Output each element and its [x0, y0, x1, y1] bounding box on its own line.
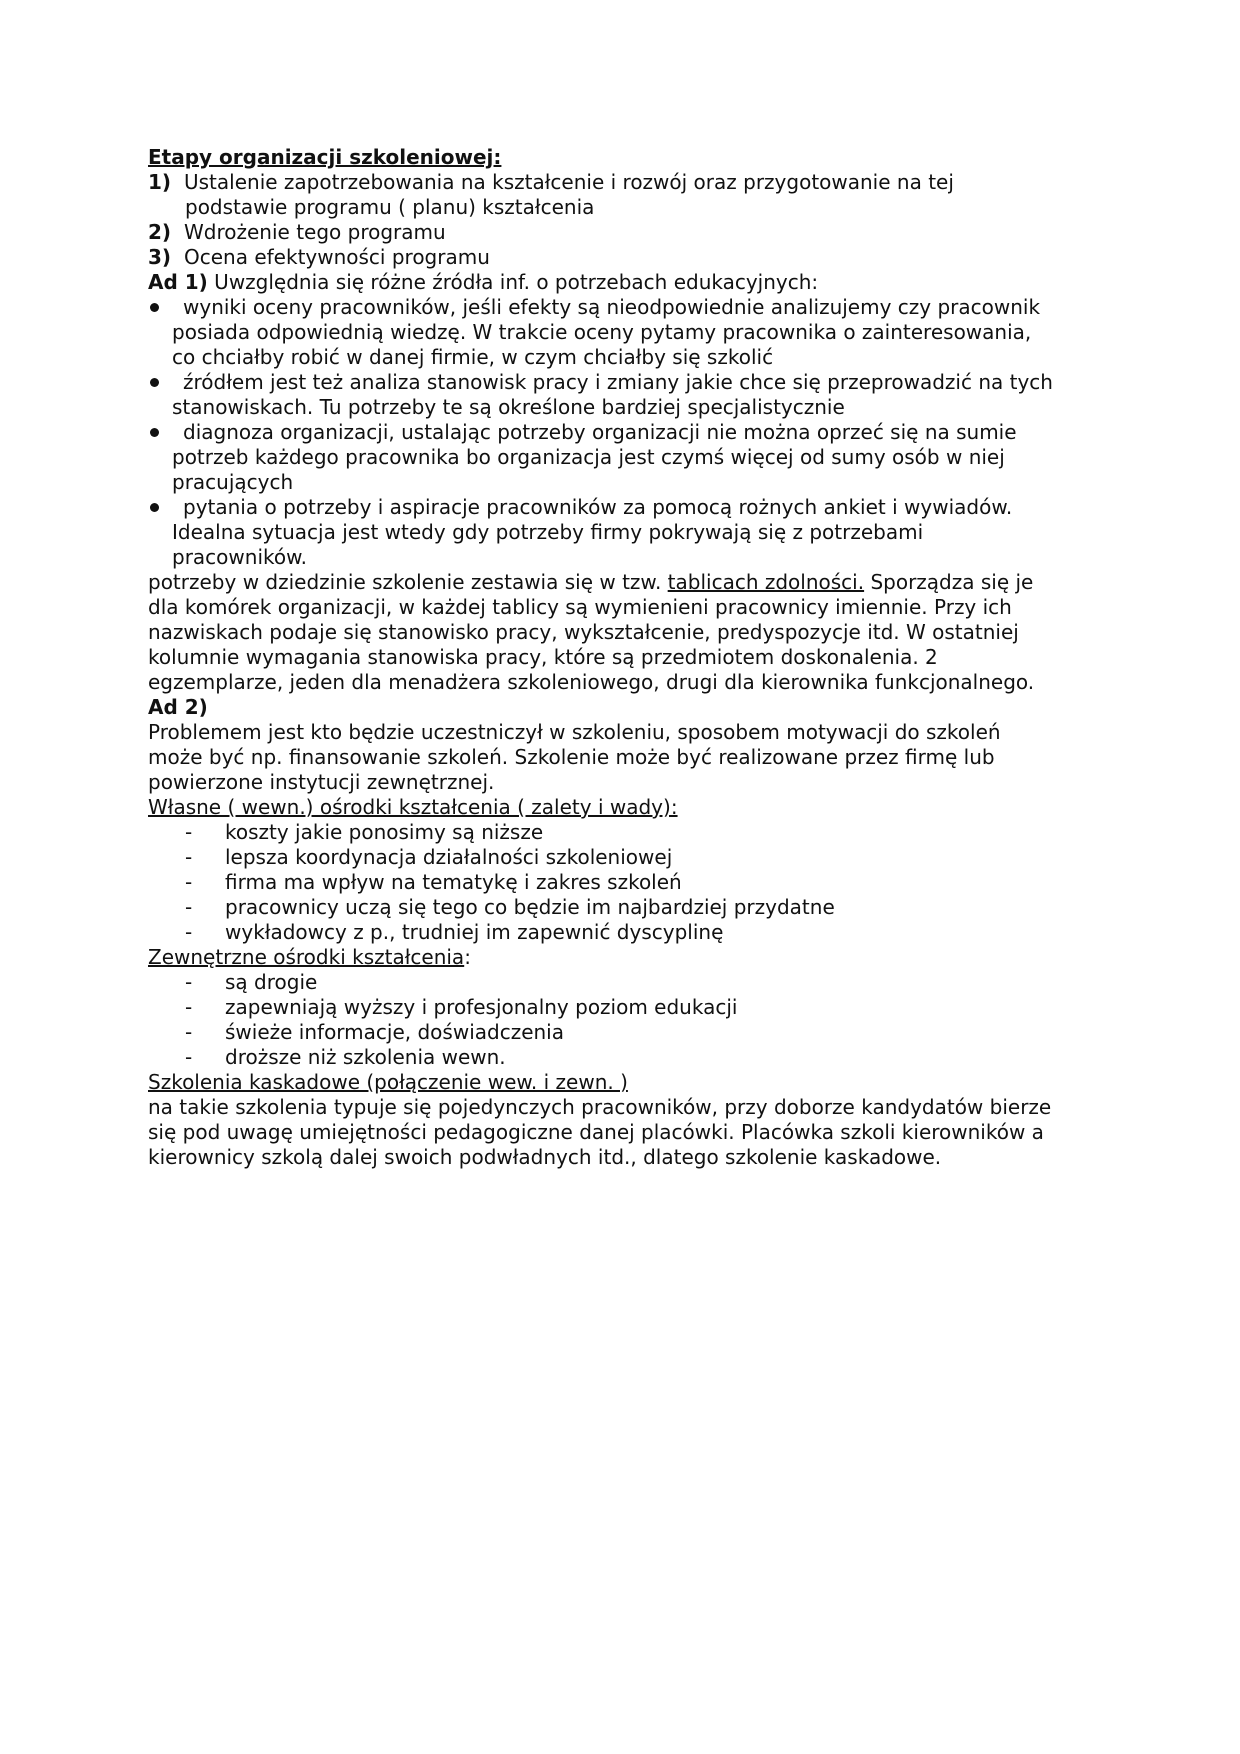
paragraph-line: się pod uwagę umiejętności pedagogiczne danej placówki. Placówka szkoli kierowników a	[148, 1120, 1044, 1144]
heading-suffix: :	[464, 945, 471, 969]
dash-marker: -	[185, 970, 193, 994]
paragraph-line: na takie szkolenia typuje się pojedynczych pracowników, przy doborze kandydatów bierze	[148, 1095, 1052, 1119]
paragraph-line: egzemplarze, jeden dla menadżera szkoleniowego, drugi dla kierownika funkcjonalnego.	[148, 670, 1035, 694]
list-item	[148, 920, 1108, 945]
step-number: 1)	[148, 170, 172, 194]
list-item	[148, 870, 1108, 895]
step-item	[148, 220, 1108, 245]
paragraph-line: nazwiskach podaje się stanowisko pracy, wykształcenie, predyspozycje itd. W ostatniej	[148, 620, 1019, 644]
document-content	[148, 145, 1108, 1170]
bullet-item	[148, 420, 1108, 445]
dash-marker: -	[185, 845, 193, 869]
dash-marker: -	[185, 1045, 193, 1069]
dash-marker: -	[185, 895, 193, 919]
list-item	[148, 970, 1108, 995]
list-item-text: zapewniają wyższy i profesjonalny poziom edukacji	[225, 995, 738, 1019]
steps-list	[148, 170, 1108, 270]
paragraph-line: kierownicy szkolą dalej swoich podwładnych itd., dlatego szkolenie kaskadowe.	[148, 1145, 942, 1169]
bullet-text-continued: pracujących	[172, 470, 294, 494]
paragraph-line: dla komórek organizacji, w każdej tablicy są wymienieni pracownicy imiennie. Przy ich	[148, 595, 1012, 619]
bullet-icon	[148, 295, 183, 320]
dash-marker: -	[185, 870, 193, 894]
step-text: Ustalenie zapotrzebowania na kształcenie i rozwój oraz przygotowanie na tej	[184, 170, 954, 194]
paragraph-line	[148, 570, 1108, 595]
bullet-icon	[148, 420, 183, 445]
list-item-text: firma ma wpływ na tematykę i zakres szkoleń	[225, 870, 682, 894]
paragraph-line: może być np. finansowanie szkoleń. Szkolenie może być realizowane przez firmę lub	[148, 745, 995, 769]
paragraph-text: potrzeby w dziedzinie szkolenie zestawia się w tzw.	[148, 570, 668, 594]
bullet-item	[148, 295, 1108, 320]
external-centers-list	[148, 970, 1108, 1070]
list-item	[148, 845, 1108, 870]
own-centers-heading: Własne ( wewn.) ośrodki kształcenia ( zalety i wady):	[148, 795, 678, 819]
step-item	[148, 170, 1108, 195]
list-item-text: pracownicy uczą się tego co będzie im najbardziej przydatne	[225, 895, 835, 919]
paragraph-text: Sporządza się je	[864, 570, 1034, 594]
bullet-text-continued: Idealna sytuacja jest wtedy gdy potrzeby firmy pokrywają się z potrzebami	[172, 520, 924, 544]
list-item	[148, 820, 1108, 845]
ad1-intro	[148, 270, 1108, 295]
step-text-continued: podstawie programu ( planu) kształcenia	[185, 195, 595, 219]
own-centers-list	[148, 820, 1108, 945]
list-item	[148, 995, 1108, 1020]
cascade-heading: Szkolenia kaskadowe (połączenie wew. i zewn. )	[148, 1070, 628, 1094]
list-item-text: droższe niż szkolenia wewn.	[225, 1045, 506, 1069]
capability-tables-term: tablicach zdolności.	[667, 570, 865, 594]
dash-marker: -	[185, 1020, 193, 1044]
list-item-text: świeże informacje, doświadczenia	[225, 1020, 564, 1044]
list-item-text: lepsza koordynacja działalności szkoleniowej	[225, 845, 673, 869]
ad1-paragraph	[148, 570, 1108, 695]
list-item-text: koszty jakie ponosimy są niższe	[225, 820, 544, 844]
document-title: Etapy organizacji szkoleniowej:	[148, 145, 502, 169]
bullet-text-continued: potrzeb każdego pracownika bo organizacja jest czymś więcej od sumy osób w niej	[172, 445, 1005, 469]
dash-marker: -	[185, 995, 193, 1019]
ad1-bullet-list	[148, 295, 1108, 570]
cascade-paragraph	[148, 1095, 1108, 1170]
list-item	[148, 1020, 1108, 1045]
bullet-text-continued: pracowników.	[172, 545, 307, 569]
dash-marker: -	[185, 920, 193, 944]
bullet-icon	[148, 370, 183, 395]
list-item	[148, 895, 1108, 920]
bullet-item	[148, 370, 1108, 395]
step-text: Ocena efektywności programu	[184, 245, 490, 269]
bullet-text-continued: co chciałby robić w danej firmie, w czym chciałby się szkolić	[172, 345, 774, 369]
bullet-text: wyniki oceny pracowników, jeśli efekty są nieodpowiednie analizujemy czy pracownik	[183, 295, 1041, 319]
step-number: 2)	[148, 220, 172, 244]
step-text: Wdrożenie tego programu	[184, 220, 446, 244]
bullet-text-continued: posiada odpowiednią wiedzę. W trakcie oceny pytamy pracownika o zainteresowania,	[172, 320, 1032, 344]
list-item-text: są drogie	[225, 970, 318, 994]
paragraph-line: Problemem jest kto będzie uczestniczył w szkoleniu, sposobem motywacji do szkoleń	[148, 720, 1001, 744]
bullet-text: pytania o potrzeby i aspiracje pracowników za pomocą rożnych ankiet i wywiadów.	[183, 495, 1013, 519]
ad1-intro-text: Uwzględnia się różne źródła inf. o potrzebach edukacyjnych:	[207, 270, 819, 294]
paragraph-line: powierzone instytucji zewnętrznej.	[148, 770, 495, 794]
ad2-paragraph	[148, 720, 1108, 795]
list-item-text: wykładowcy z p., trudniej im zapewnić dyscyplinę	[225, 920, 724, 944]
paragraph-line: kolumnie wymagania stanowiska pracy, które są przedmiotem doskonalenia. 2	[148, 645, 938, 669]
bullet-item	[148, 495, 1108, 520]
bullet-icon	[148, 495, 183, 520]
step-number: 3)	[148, 245, 172, 269]
ad2-label: Ad 2)	[148, 695, 208, 719]
ad1-label: Ad 1)	[148, 270, 208, 294]
bullet-text: diagnoza organizacji, ustalając potrzeby organizacji nie można oprzeć się na sumie	[183, 420, 1017, 444]
list-item	[148, 1045, 1108, 1070]
step-item	[148, 245, 1108, 270]
external-centers-heading	[148, 945, 1108, 970]
bullet-text-continued: stanowiskach. Tu potrzeby te są określone bardziej specjalistycznie	[172, 395, 845, 419]
bullet-text: źródłem jest też analiza stanowisk pracy i zmiany jakie chce się przeprowadzić na tych	[183, 370, 1053, 394]
heading-text: Zewnętrzne ośrodki kształcenia	[148, 945, 465, 969]
dash-marker: -	[185, 820, 193, 844]
